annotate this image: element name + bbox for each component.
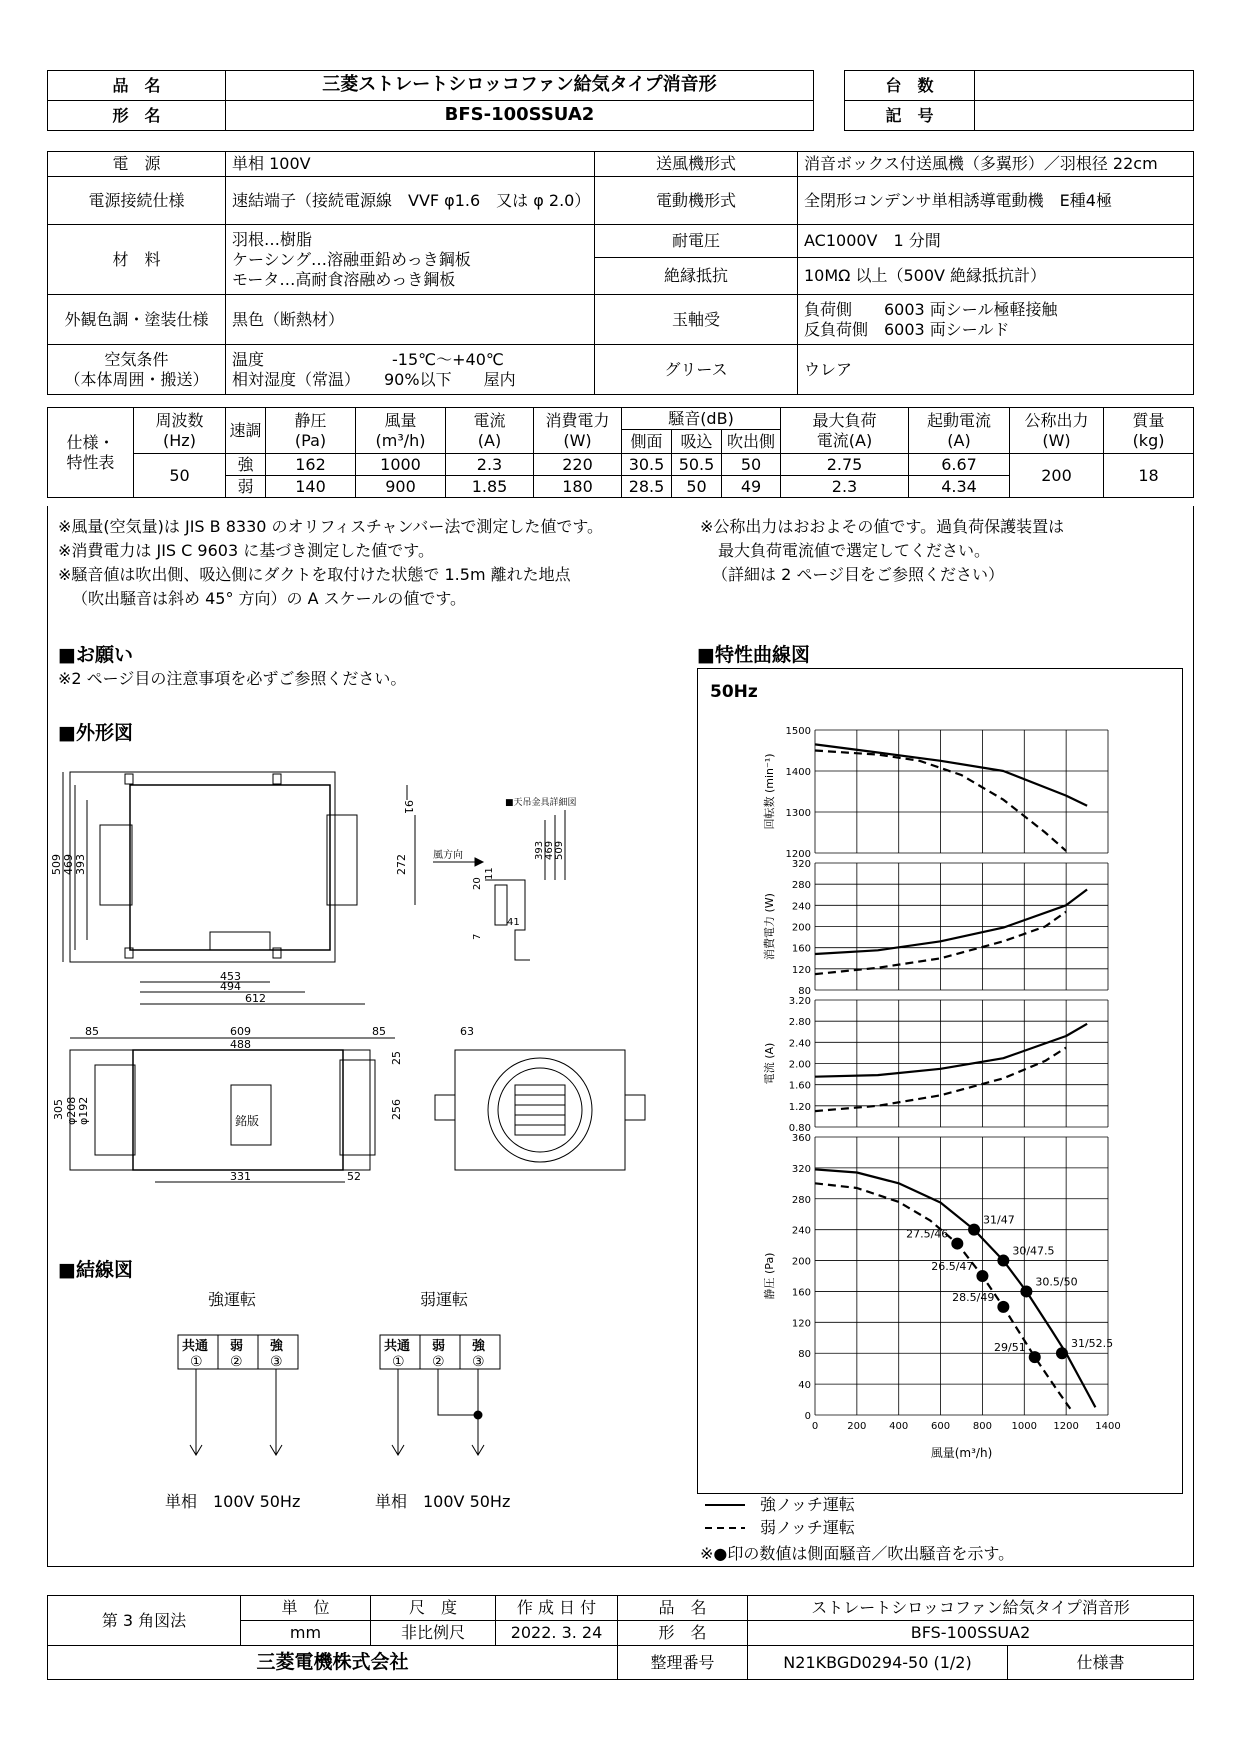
dim-label: 453	[220, 970, 241, 983]
fan-type-label: 送風機形式	[595, 152, 798, 177]
tick-label: 400	[889, 1421, 909, 1432]
table-cell: 180	[534, 476, 622, 498]
rated-output-value: 200	[1010, 454, 1104, 498]
tick-label: 600	[931, 1421, 951, 1432]
perf-row-label-line: 特性表	[66, 452, 115, 472]
table-cell: 2.3	[446, 454, 534, 476]
tick-label: 2.00	[788, 1059, 811, 1071]
table-cell: 2.75	[781, 454, 909, 476]
tick-label: 800	[972, 1421, 992, 1432]
noise-side-header: 側面	[622, 430, 672, 454]
table-cell: 49	[722, 476, 781, 498]
motor-type-label: 電動機形式	[595, 177, 798, 225]
note-right-2: 最大負荷電流値で選定してください。	[718, 541, 991, 560]
mass-header: 質量 (kg)	[1104, 408, 1194, 454]
table-cell: 1.85	[446, 476, 534, 498]
point-label: 30.5/50	[1035, 1275, 1078, 1289]
dim-label: 509	[50, 854, 63, 875]
tick-label: 1000	[1011, 1421, 1038, 1432]
noise-header: 騒音(dB)	[622, 408, 781, 430]
svg-text:①: ①	[190, 1354, 203, 1370]
tick-label: 200	[791, 1256, 811, 1268]
qty-label: 台 数	[845, 71, 975, 101]
svg-text:②: ②	[432, 1354, 445, 1370]
rated-output-header: 公称出力 (W)	[1010, 408, 1104, 454]
qty-table	[844, 70, 1194, 131]
note-left-1: ※風量(空気量)は JIS B 8330 のオリフィスチャンバー法で測定した値です。	[58, 517, 604, 536]
svg-text:φ208: φ208	[65, 1096, 78, 1125]
svg-text:③: ③	[270, 1354, 283, 1370]
power-label: 電 源	[48, 152, 226, 177]
data-point	[1056, 1347, 1068, 1359]
material-label: 材 料	[48, 225, 226, 295]
power-value: 単相 100V	[226, 152, 595, 177]
table-cell: 220	[534, 454, 622, 476]
table-cell: 28.5	[622, 476, 672, 498]
spec-table	[47, 151, 1194, 395]
insulation-label: 絶縁抵抗	[595, 258, 798, 295]
curve-freq: 50Hz	[710, 682, 758, 702]
point-label: 31/47	[983, 1213, 1015, 1227]
air-condition-label-line: （本体周囲・搬送）	[64, 369, 209, 389]
footer-model-value: BFS-100SSUA2	[748, 1621, 1194, 1646]
svg-text:393: 393	[534, 840, 545, 860]
tick-label: 1500	[785, 726, 811, 737]
svg-text:509: 509	[554, 840, 565, 860]
color-label: 外観色調・塗装仕様	[48, 295, 226, 345]
point-label: 31/52.5	[1070, 1337, 1114, 1351]
table-cell: 50	[672, 476, 722, 498]
point-label: 27.5/46	[906, 1227, 949, 1241]
unit-label: 単 位	[241, 1596, 371, 1621]
projection: 第 3 角図法	[48, 1596, 241, 1646]
table-cell: 1000	[356, 454, 446, 476]
svg-text:①: ①	[392, 1354, 405, 1370]
request-text: ※2 ページ目の注意事項を必ずご参照ください。	[58, 669, 407, 688]
dim-label: 272	[395, 854, 408, 875]
bearing-label: 玉軸受	[595, 295, 798, 345]
material-line: ケーシング…溶融亜鉛めっき鋼板	[232, 249, 471, 269]
tick-label: 320	[791, 1163, 811, 1175]
wiring-power-weak: 単相 100V 50Hz	[375, 1492, 511, 1511]
characteristic-chart	[700, 710, 1178, 1470]
data-point	[1029, 1351, 1041, 1363]
power-header: 消費電力 (W)	[534, 408, 622, 454]
data-point	[951, 1238, 963, 1250]
legend-weak: 弱ノッチ運転	[760, 1518, 855, 1537]
table-cell: 6.67	[909, 454, 1010, 476]
svg-text:305: 305	[52, 1099, 65, 1120]
wiring-title: ■結線図	[58, 1259, 133, 1281]
ref-label: 整理番号	[618, 1646, 748, 1680]
qty-value	[975, 71, 1194, 101]
svg-text:331: 331	[230, 1170, 251, 1183]
tick-label: 240	[791, 1225, 811, 1237]
dim-label: 494	[220, 980, 241, 993]
table-cell: 140	[266, 476, 356, 498]
wiring-strong-title: 強運転	[208, 1290, 257, 1309]
tick-label: 280	[791, 880, 811, 892]
note-left-4: （吹出騒音は斜め 45° 方向）の A スケールの値です。	[72, 589, 467, 608]
svg-text:41: 41	[507, 917, 520, 928]
air-humidity: 相対湿度（常温） 90%以下 屋内	[232, 369, 516, 389]
unit-value: mm	[241, 1621, 371, 1646]
model-number: BFS-100SSUA2	[226, 101, 814, 131]
airflow-header: 風量 (m³/h)	[356, 408, 446, 454]
footer-name-label: 品 名	[618, 1596, 748, 1621]
inlet-duct	[100, 825, 132, 905]
material-value	[226, 225, 595, 295]
table-cell: 162	[266, 454, 356, 476]
axis-label: 電流 (A)	[763, 1042, 776, 1085]
static-pressure-header: 静圧 (Pa)	[266, 408, 356, 454]
tick-label: 1300	[785, 808, 811, 819]
svg-text:469: 469	[544, 840, 555, 860]
freq-header: 周波数 (Hz)	[134, 408, 226, 454]
noise-outlet-header: 吹出側	[722, 430, 781, 454]
air-condition-label	[48, 345, 226, 395]
mark-value	[975, 101, 1194, 131]
tick-label: 0	[811, 1421, 819, 1432]
current-header: 電流 (A)	[446, 408, 534, 454]
tick-label: 200	[847, 1421, 867, 1432]
air-condition-value	[226, 345, 595, 395]
connection-label: 電源接続仕様	[48, 177, 226, 225]
data-point	[1020, 1285, 1032, 1297]
svg-text:63: 63	[460, 1025, 474, 1038]
fan-type-value: 消音ボックス付送風機（多翼形）／羽根径 22cm	[798, 152, 1194, 177]
start-current-header: 起動電流 (A)	[909, 408, 1010, 454]
wiring-power-strong: 単相 100V 50Hz	[165, 1492, 301, 1511]
header-table	[47, 70, 814, 131]
grease-value: ウレア	[798, 345, 1194, 395]
withstand-voltage-label: 耐電圧	[595, 225, 798, 258]
tick-label: 280	[791, 1194, 811, 1206]
air-temp: 温度 -15℃～+40℃	[232, 349, 504, 369]
svg-text:609: 609	[230, 1025, 251, 1038]
svg-text:強: 強	[270, 1339, 284, 1354]
svg-text:強: 強	[472, 1339, 486, 1354]
curve-title: ■特性曲線図	[697, 644, 810, 666]
withstand-voltage-value: AC1000V 1 分間	[798, 225, 1194, 258]
footer-table	[47, 1595, 1194, 1680]
svg-text:7: 7	[472, 933, 483, 940]
perf-row-label-line: 仕様・	[66, 432, 115, 452]
mark-label: 記 号	[845, 101, 975, 131]
table-cell: 30.5	[622, 454, 672, 476]
grease-label: グリース	[595, 345, 798, 395]
svg-text:共通: 共通	[384, 1339, 411, 1354]
tick-label: 3.20	[788, 996, 811, 1007]
legend-strong: 強ノッチ運転	[760, 1495, 855, 1514]
front-view-outline	[70, 1050, 370, 1170]
svg-text:11: 11	[484, 867, 495, 880]
tick-label: 200	[791, 922, 811, 934]
tick-label: 160	[791, 943, 811, 955]
table-cell: 50	[722, 454, 781, 476]
outline-drawing	[50, 760, 675, 1210]
tick-label: 2.40	[788, 1038, 811, 1050]
footer-name-value: ストレートシロッコファン給気タイプ消音形	[748, 1596, 1194, 1621]
tick-label: 40	[798, 1380, 811, 1392]
svg-text:共通: 共通	[182, 1339, 209, 1354]
casing-outline	[70, 772, 335, 962]
wire	[438, 1369, 478, 1415]
outlet-duct	[327, 815, 357, 905]
table-cell: 4.34	[909, 476, 1010, 498]
dim-label: 393	[74, 854, 87, 875]
bearing-value	[798, 295, 1194, 345]
insulation-value: 10MΩ 以上（500V 絶縁抵抗計）	[798, 258, 1194, 295]
air-condition-label-line: 空気条件	[104, 349, 169, 369]
svg-text:52: 52	[347, 1170, 361, 1183]
tick-label: 80	[798, 1349, 811, 1361]
performance-table	[47, 407, 1194, 498]
note-left-3: ※騒音値は吹出側、吸込側にダクトを取付けた状態で 1.5m 離れた地点	[58, 565, 571, 584]
nameplate-label: 銘版	[235, 1114, 260, 1128]
tick-label: 1.20	[788, 1101, 811, 1113]
svg-text:③: ③	[472, 1354, 485, 1370]
tick-label: 1200	[785, 849, 811, 860]
series-line	[815, 1183, 1070, 1409]
series-line	[815, 890, 1087, 955]
scale-value: 非比例尺	[371, 1621, 496, 1646]
tick-label: 1.60	[788, 1080, 811, 1092]
svg-text:85: 85	[372, 1025, 386, 1038]
date-value: 2022. 3. 24	[496, 1621, 618, 1646]
footer-model-label: 形 名	[618, 1621, 748, 1646]
front-inlet	[95, 1065, 135, 1155]
dim-label: 91	[402, 800, 415, 814]
data-point	[997, 1255, 1009, 1267]
point-label: 29/51	[994, 1341, 1026, 1355]
motor-type-value: 全閉形コンデンサ単相誘導電動機 E種4極	[798, 177, 1194, 225]
tick-label: 80	[798, 986, 811, 997]
color-value: 黒色（断熱材）	[226, 295, 595, 345]
casing-body	[130, 785, 330, 950]
scale-label: 尺 度	[371, 1596, 496, 1621]
svg-text:弱: 弱	[230, 1339, 244, 1354]
company-name: 三菱電機株式会社	[48, 1646, 618, 1680]
svg-text:φ192: φ192	[77, 1096, 90, 1125]
tick-label: 160	[791, 1287, 811, 1299]
table-cell: 2.3	[781, 476, 909, 498]
freq-value: 50	[134, 454, 226, 498]
tick-label: 320	[791, 859, 811, 870]
connection-value: 速結端子（接続電源線 VVF φ1.6 又は φ 2.0）	[226, 177, 595, 225]
airflow-label: 風方向	[433, 850, 463, 861]
svg-text:②: ②	[230, 1354, 243, 1370]
doc-type: 仕様書	[1008, 1646, 1194, 1680]
table-cell: 900	[356, 476, 446, 498]
date-label: 作 成 日 付	[496, 1596, 618, 1621]
point-label: 28.5/49	[952, 1290, 995, 1304]
dim-label: 469	[62, 854, 75, 875]
perf-row-label	[48, 408, 134, 498]
request-title: ■お願い	[58, 644, 133, 666]
max-current-header: 最大負荷 電流(A)	[781, 408, 909, 454]
tick-label: 240	[791, 901, 811, 913]
curve-footnote: ※●印の数値は側面騒音／吹出騒音を示す。	[700, 1544, 1015, 1563]
table-row: 強	[226, 454, 266, 476]
tick-label: 360	[791, 1133, 811, 1144]
svg-text:85: 85	[85, 1025, 99, 1038]
data-point	[976, 1270, 988, 1282]
axis-label: 風量(m³/h)	[930, 1446, 993, 1460]
detail-label: ■天吊金具詳細図	[505, 798, 577, 808]
bearing-line: 負荷側 6003 両シール極軽接触	[804, 299, 1058, 319]
svg-text:256: 256	[390, 1099, 403, 1120]
svg-text:488: 488	[230, 1038, 251, 1051]
model-label: 形 名	[48, 101, 226, 131]
outline-title: ■外形図	[58, 722, 133, 744]
tick-label: 0.80	[788, 1123, 811, 1134]
mass-value: 18	[1104, 454, 1194, 498]
svg-text:20: 20	[472, 877, 483, 890]
product-name: 三菱ストレートシロッコファン給気タイプ消音形	[226, 71, 814, 101]
bearing-line: 反負荷側 6003 両シールド	[804, 319, 1010, 339]
wiring-weak-title: 弱運転	[420, 1290, 469, 1309]
tick-label: 120	[791, 1318, 811, 1330]
tick-label: 1200	[1053, 1421, 1079, 1432]
tick-label: 120	[791, 964, 811, 976]
table-row: 弱	[226, 476, 266, 498]
tick-label: 0	[804, 1411, 811, 1422]
material-line: 羽根…樹脂	[232, 229, 313, 249]
series-line	[815, 1024, 1087, 1077]
axis-label: 消費電力 (W)	[763, 893, 776, 960]
axis-label: 静圧 (Pa)	[763, 1252, 776, 1300]
name-label: 品 名	[48, 71, 226, 101]
noise-suction-header: 吸込	[672, 430, 722, 454]
note-right-3: （詳細は 2 ページ目をご参照ください）	[712, 565, 1005, 584]
data-point	[968, 1224, 980, 1236]
svg-text:弱: 弱	[432, 1339, 446, 1354]
fan-circle	[488, 1058, 592, 1162]
speed-header: 速調	[226, 408, 266, 454]
point-label: 26.5/47	[931, 1260, 974, 1273]
note-right-1: ※公称出力はおおよその値です。過負荷保護装置は	[700, 517, 1065, 536]
wiring-diagram	[170, 1330, 520, 1490]
axis-label: 回転数 (min⁻¹)	[763, 753, 776, 830]
tick-label: 1400	[1095, 1421, 1121, 1432]
point-label: 30/47.5	[1012, 1244, 1055, 1258]
dim-label: 612	[245, 992, 266, 1005]
table-cell: 50.5	[672, 454, 722, 476]
note-left-2: ※消費電力は JIS C 9603 に基づき測定した値です。	[58, 541, 434, 560]
ref-value: N21KBGD0294-50 (1/2)	[748, 1646, 1008, 1680]
tick-label: 2.80	[788, 1017, 811, 1029]
svg-text:25: 25	[390, 1051, 403, 1065]
material-line: モータ…高耐食溶融めっき鋼板	[232, 269, 456, 289]
data-point	[997, 1301, 1009, 1313]
tick-label: 1400	[785, 767, 811, 778]
